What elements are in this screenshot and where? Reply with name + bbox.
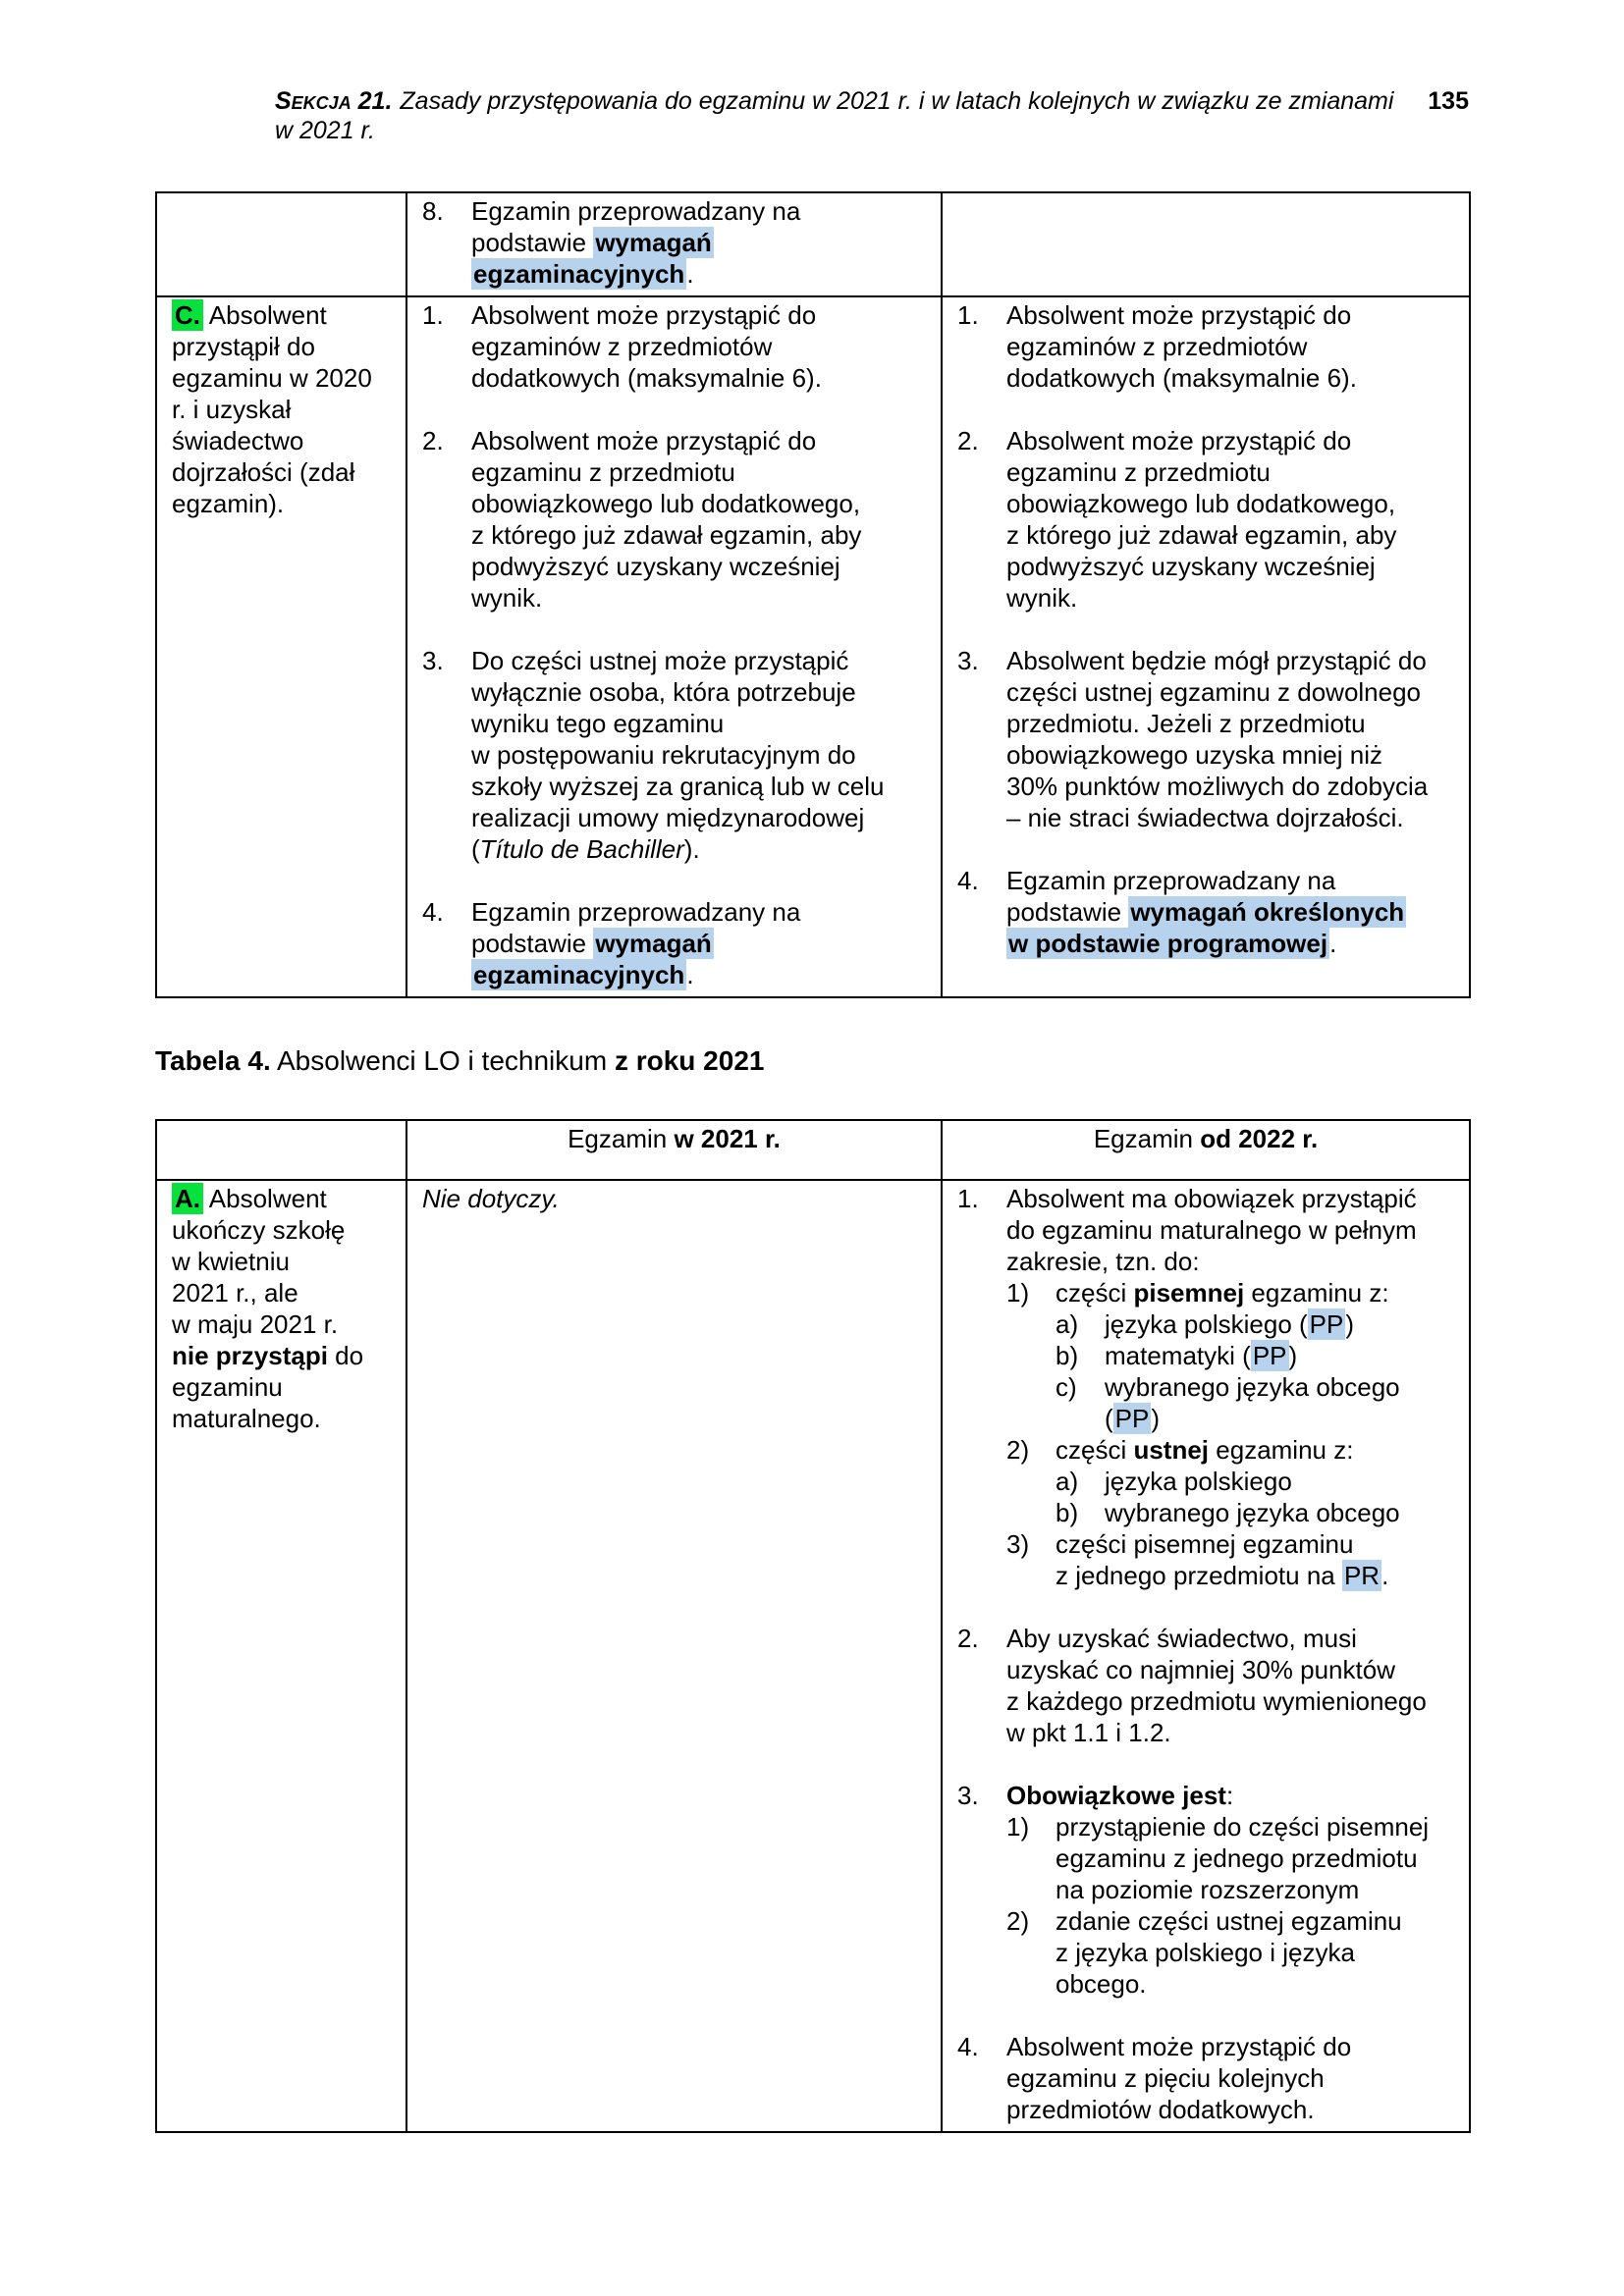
text-segment: realizacji umowy międzynarodowej [471,803,865,832]
text-segment: egzaminu z przedmiotu [471,457,735,487]
text-segment: ukończy szkołę [172,1215,346,1245]
list-item [1056,1340,1454,1371]
list-item [957,299,1454,394]
text-segment: dodatkowych (maksymalnie 6). [1006,363,1357,393]
text-segment: Absolwent [203,1184,327,1213]
running-header [155,86,1469,145]
text-segment: z którego już zdawał egzamin, aby [1006,520,1397,550]
paragraph [155,1044,1469,1078]
list-item [957,1780,1454,1811]
text-segment: maturalnego. [172,1404,321,1433]
paragraph-text [1056,1434,1454,1466]
list-marker: 2. [957,1624,979,1653]
text-segment: podstawie [1006,897,1129,927]
list-item [422,645,926,865]
text-segment: zakresie, tzn. do: [1006,1247,1200,1276]
text-segment: na poziomie rozszerzonym [1056,1875,1360,1904]
text-segment: . [686,259,694,289]
text-segment: ( [471,834,480,864]
text-segment: przedmiotu. Jeżeli z przedmiotu [1006,709,1366,738]
table-4-absolwenci-lo-technikum [155,1119,1471,2133]
list-item [957,865,1454,959]
text-segment: obcego. [1056,1969,1147,1999]
paragraph-text [1006,645,1454,833]
list-marker: 1. [422,300,444,330]
list-item [957,645,1454,833]
text-segment: obowiązkowego uzyska mniej niż [1006,740,1382,770]
text-segment: podwyższyć uzyskany wcześniej [1006,552,1376,581]
list-marker: a) [1056,1309,1079,1339]
text-segment: obowiązkowego lub dodatkowego, [1006,489,1396,518]
paragraph-text [1006,2031,1454,2125]
table-cell-empty [942,192,1470,296]
text-segment: części pisemnej egzaminu [1056,1529,1354,1559]
text-segment: podstawie [471,228,594,257]
text-segment: wyłącznie osoba, która potrzebuje [471,677,856,707]
text-segment: ( [1105,1404,1113,1433]
paragraph-text [172,299,391,519]
table4-caption [155,1044,1469,1078]
text-segment: egzamin). [172,489,285,518]
text-segment: wyniku tego egzaminu [471,709,725,738]
text-segment: Absolwent może przystąpić do [1006,2032,1352,2061]
text-segment: . [686,960,694,989]
text-segment: języka polskiego ( [1105,1309,1308,1339]
text-segment: Absolwent może przystąpić do [471,426,817,455]
list-marker: 1) [1006,1278,1030,1308]
list-marker: 3. [957,646,979,675]
paragraph-text [1056,1905,1454,2000]
text-segment: ustnej [1133,1435,1210,1465]
list-marker: 8. [422,196,444,226]
text-segment: w 2021 r. [674,1124,781,1153]
text-segment: Absolwenci LO i technikum [270,1045,615,1076]
text-segment: egzaminacyjnych [473,259,685,289]
text-segment: wynik. [471,583,543,613]
text-segment: od 2022 r. [1200,1124,1319,1153]
list-marker: 3. [957,1781,979,1810]
text-segment: – nie straci świadectwa dojrzałości. [1006,803,1404,832]
text-segment: Tabela 4. [155,1045,271,1076]
table-cell-item-8 [406,192,942,296]
text-segment: . [1381,1561,1389,1590]
table-header-egzamin-2022 [942,1120,1470,1180]
paragraph-text [1105,1308,1454,1340]
list-marker: 4. [422,897,444,927]
text-segment: wymagań [595,929,712,958]
paragraph-text [471,195,926,290]
paragraph [422,1123,926,1154]
text-segment: przedmiotów dodatkowych. [1006,2095,1315,2124]
text-segment: Egzamin [568,1124,675,1153]
text-segment: ) [1151,1404,1161,1433]
table-header-row [156,1120,1470,1180]
paragraph-text [422,1123,926,1154]
text-segment: części ustnej egzaminu z dowolnego [1006,677,1422,707]
text-segment: Absolwent może przystąpić do [1006,300,1352,330]
text-segment: dodatkowych (maksymalnie 6). [471,363,822,393]
list-marker: 1. [957,300,979,330]
paragraph [957,1123,1454,1154]
text-segment: egzaminu z jednego przedmiotu [1056,1843,1418,1873]
table-header-egzamin-2021 [406,1120,942,1180]
text-segment: części [1056,1278,1134,1308]
table-cell-exam-2022-rules [942,1180,1470,2132]
list-item [1006,1811,1454,1905]
text-segment: PP [1309,1309,1344,1339]
text-segment: przystąpił do [172,332,315,361]
header-title: Zasady przystępowania do egzaminu w 2021 r. i w latach kolejnych w związku ze zmianami w 2021 r. [275,87,1394,144]
text-segment: Absolwent [203,300,327,330]
list-marker: c) [1056,1372,1077,1402]
text-segment: egzaminu z przedmiotu [1006,457,1271,487]
text-segment: dojrzałości (zdał [172,457,355,487]
paragraph-text [155,1044,1469,1078]
table-cell-case-a-label [156,1180,406,2132]
list-marker: 2. [422,426,444,455]
paragraph-text [471,645,926,865]
text-segment: A. [172,1183,203,1214]
text-segment: Egzamin przeprowadzany na [471,897,801,927]
list-item [1056,1466,1454,1497]
text-segment: egzaminu z: [1244,1278,1389,1308]
text-segment: 2021 r., ale [172,1278,298,1308]
list-marker: a) [1056,1467,1079,1496]
text-segment: ). [683,834,700,864]
list-item [1056,1497,1454,1528]
list-item [1006,1277,1454,1308]
text-segment: z każdego przedmiotu wymienionego [1006,1686,1427,1716]
text-segment: Egzamin [1093,1124,1201,1153]
paragraph-text [1056,1277,1454,1308]
text-segment: w maju 2021 r. [172,1309,339,1339]
text-segment: z roku 2021 [614,1045,765,1076]
text-segment: egzaminów z przedmiotów [1006,332,1308,361]
list-item [1006,1528,1454,1591]
text-segment: obowiązkowego lub dodatkowego, [471,489,861,518]
list-item [422,896,926,990]
text-segment: uzyskać co najmniej 30% punktów [1006,1655,1395,1684]
section-label: Sekcja 21. [275,87,393,115]
text-segment: przystąpienie do części pisemnej [1056,1812,1430,1842]
page-number: 135 [1428,87,1469,115]
paragraph-text [1105,1340,1454,1371]
text-segment: Egzamin przeprowadzany na [471,196,801,226]
text-segment: zdanie części ustnej egzaminu [1056,1906,1402,1936]
list-marker: 4. [957,2032,979,2061]
paragraph-text [1006,1780,1454,1811]
text-segment: r. i uzyskał [172,395,292,424]
text-segment: ) [1288,1341,1298,1370]
text-segment: podstawie [471,929,594,958]
text-segment: C. [172,299,203,331]
list-marker: b) [1056,1498,1079,1527]
text-segment: Absolwent ma obowiązek przystąpić [1006,1184,1417,1213]
list-marker: 3. [422,646,444,675]
list-marker: 2) [1006,1435,1030,1465]
text-segment: z języka polskiego i języka [1056,1938,1355,1967]
text-segment: pisemnej [1133,1278,1245,1308]
text-segment: Nie dotyczy. [422,1184,560,1213]
text-segment: w kwietniu [172,1247,290,1276]
table-cell-empty [156,192,406,296]
text-segment: : [1225,1781,1234,1810]
text-segment: z którego już zdawał egzamin, aby [471,520,862,550]
text-segment: 30% punktów możliwych do zdobycia [1006,772,1429,801]
paragraph-text [1105,1371,1454,1434]
text-segment: Do części ustnej może przystąpić [471,646,849,675]
paragraph-text [1006,425,1454,614]
paragraph-text [1105,1497,1454,1528]
table-cell-exam-2022-rules [942,296,1470,997]
table-cell-case-c-label [156,296,406,997]
text-segment: nie przystąpi [172,1341,328,1370]
list-marker: 1) [1006,1812,1030,1842]
paragraph-text [471,896,926,990]
list-marker: 2. [957,426,979,455]
list-item [957,1183,1454,1277]
list-marker: 1. [957,1184,979,1213]
table-cell-exam-2021-rules [406,296,942,997]
text-segment: Absolwent może przystąpić do [471,300,817,330]
text-segment: wynik. [1006,583,1078,613]
list-item [422,299,926,394]
list-item [1006,1434,1454,1466]
paragraph [422,1183,926,1214]
text-segment: egzaminu [172,1372,283,1402]
list-item [957,425,1454,614]
paragraph-text [1006,865,1454,959]
text-segment: w podstawie programowej [1008,929,1328,958]
text-segment: ) [1345,1309,1355,1339]
text-segment: PP [1114,1404,1150,1433]
paragraph-text [1105,1466,1454,1497]
list-item [957,2031,1454,2125]
text-segment: wymagań określonych [1130,897,1405,927]
paragraph-text [471,299,926,394]
text-segment: PP [1252,1341,1287,1370]
text-segment: języka polskiego [1105,1467,1292,1496]
text-segment: Absolwent będzie mógł przystąpić do [1006,646,1427,675]
paragraph [172,299,391,519]
paragraph-text [957,1123,1454,1154]
text-segment: wymagań [595,228,712,257]
text-segment: egzaminu z pięciu kolejnych [1006,2063,1325,2093]
list-item [422,195,926,290]
text-segment: świadectwo [172,426,304,455]
text-segment: wybranego języka obcego [1105,1498,1400,1527]
paragraph-text [172,1183,391,1434]
text-segment: . [1329,929,1337,958]
paragraph-text [1006,1623,1454,1748]
paragraph-text [1006,1183,1454,1277]
text-segment: do [327,1341,364,1370]
text-segment: Título de Bachiller [479,834,684,864]
text-segment: części [1056,1435,1134,1465]
table-header-empty [156,1120,406,1180]
text-segment: egzaminów z przedmiotów [471,332,773,361]
paragraph-text [1006,299,1454,394]
text-segment: Absolwent może przystąpić do [1006,426,1352,455]
text-segment: w pkt 1.1 i 1.2. [1006,1718,1171,1747]
paragraph [172,1183,391,1434]
text-segment: matematyki ( [1105,1341,1251,1370]
list-item [1056,1371,1454,1434]
table-row [156,192,1470,296]
text-segment: podwyższyć uzyskany wcześniej [471,552,840,581]
list-item [957,1623,1454,1748]
header-title-wrap [275,86,1398,145]
text-segment: Aby uzyskać świadectwo, musi [1006,1624,1357,1653]
paragraph-text [471,425,926,614]
text-segment: Obowiązkowe jest [1006,1781,1226,1810]
list-marker: 4. [957,866,979,895]
text-segment: Egzamin przeprowadzany na [1006,866,1336,895]
text-segment: PR [1343,1561,1380,1590]
text-segment: w postępowaniu rekrutacyjnym do [471,740,856,770]
list-item [422,425,926,614]
list-marker: b) [1056,1341,1079,1370]
text-segment: wybranego języka obcego [1105,1372,1400,1402]
paragraph-text [422,1183,926,1214]
table-row-case-a [156,1180,1470,2132]
list-item [1056,1308,1454,1340]
text-segment: egzaminu z: [1209,1435,1354,1465]
table-exam-rules-continued [155,191,1471,998]
paragraph-text [1056,1528,1454,1591]
text-segment: szkoły wyższej za granicą lub w celu [471,772,885,801]
list-marker: 2) [1006,1906,1030,1936]
list-marker: 3) [1006,1529,1030,1559]
table-row-case-c [156,296,1470,997]
list-item [1006,1905,1454,2000]
text-segment: z jednego przedmiotu na [1056,1561,1342,1590]
paragraph-text [1056,1811,1454,1905]
table-cell-nie-dotyczy [406,1180,942,2132]
text-segment: do egzaminu maturalnego w pełnym [1006,1215,1417,1245]
text-segment: egzaminacyjnych [473,960,685,989]
text-segment: egzaminu w 2020 [172,363,372,393]
